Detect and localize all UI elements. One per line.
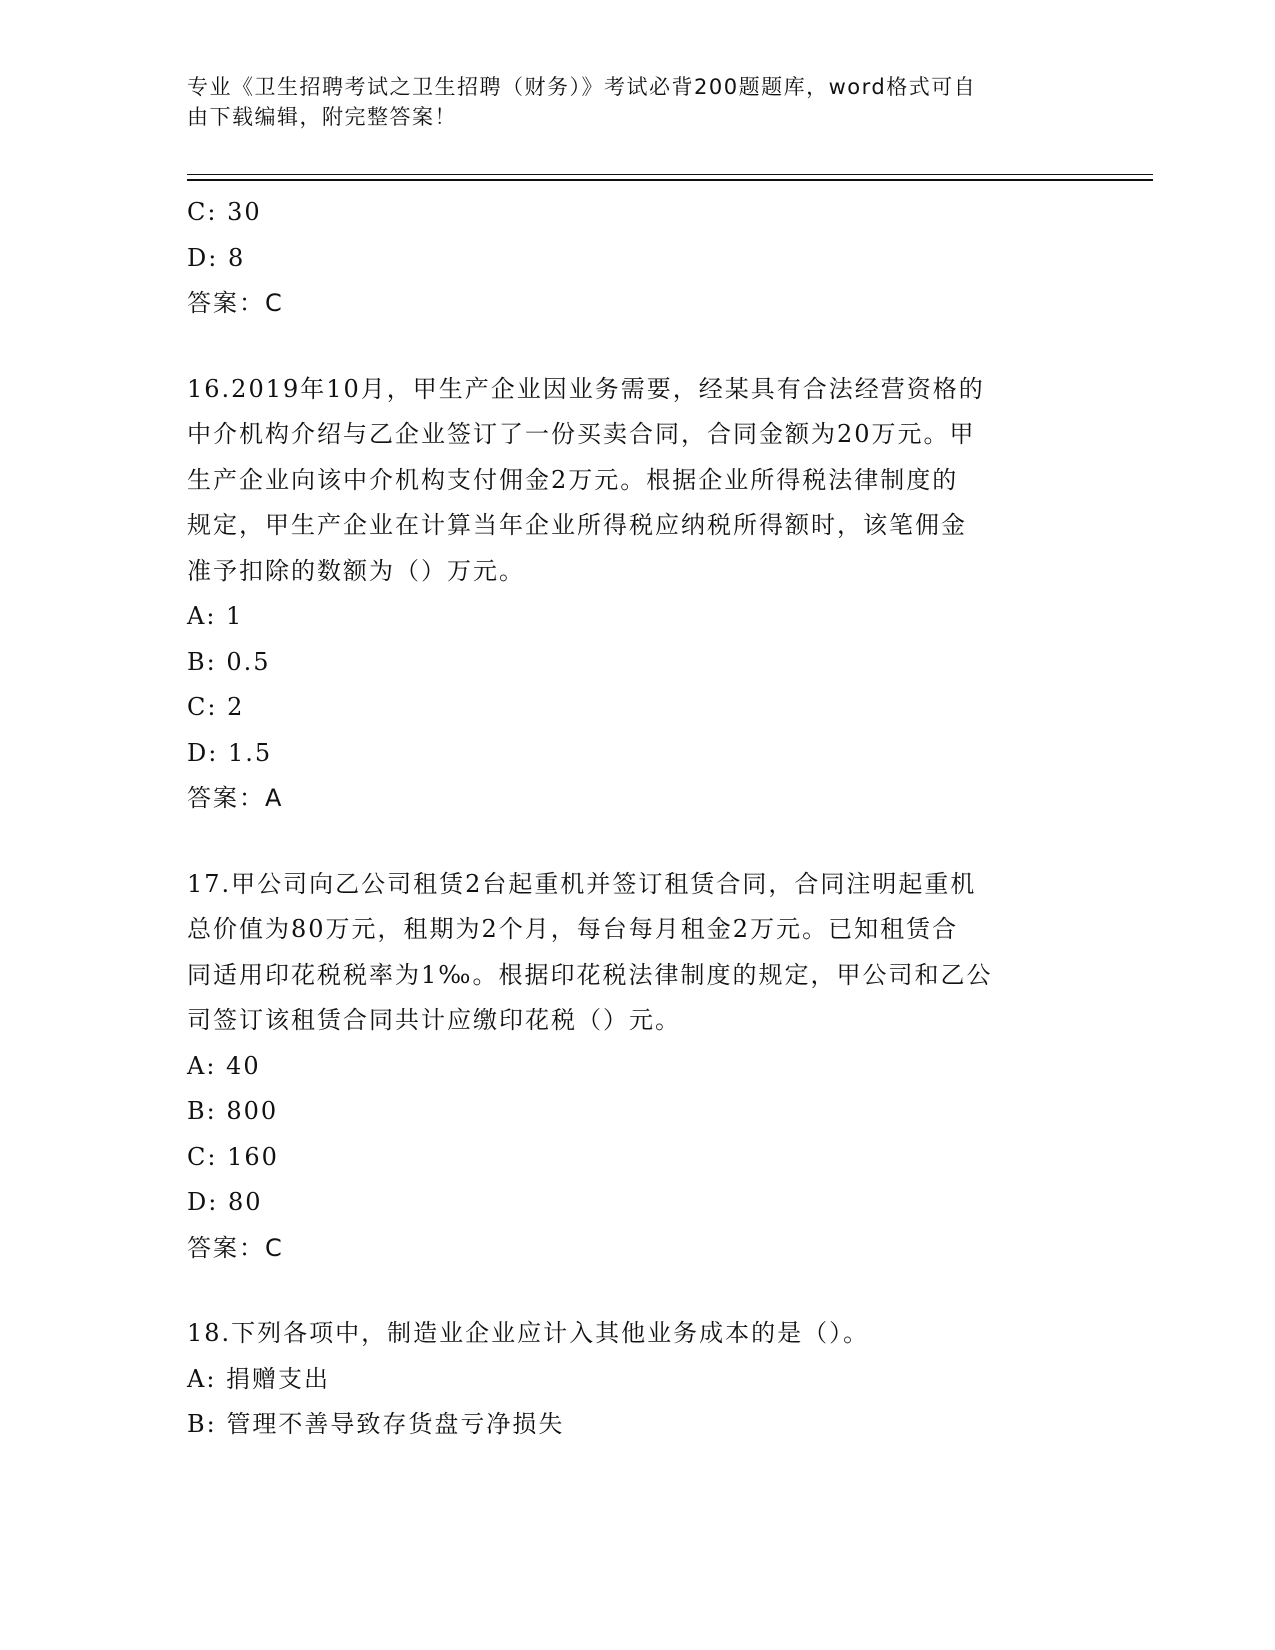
spacer [187, 822, 1087, 862]
option-c: C: 30 [187, 198, 262, 226]
question-text-line: 18.下列各项中，制造业企业应计入其他业务成本的是（）。 [187, 1319, 870, 1347]
option-d: D: 8 [187, 243, 246, 272]
header-line-1: 专业《卫生招聘考试之卫生招聘（财务）》考试必背200题题库，word格式可自 [187, 75, 977, 99]
option-b: B: 800 [187, 1097, 279, 1125]
answer-line: 答案：A [187, 784, 284, 812]
question-text-line: 同适用印花税税率为1‰。根据印花税法律制度的规定，甲公司和乙公 [187, 960, 993, 989]
option-d: D: 1.5 [187, 738, 273, 767]
option-a: A: 捐赠支出 [187, 1364, 331, 1393]
option-b: B: 管理不善导致存货盘亏净损失 [187, 1410, 565, 1438]
question-16-text [187, 367, 1087, 595]
header-rule-thick [187, 179, 1153, 181]
page-header [187, 72, 1067, 132]
option-a: A: 40 [187, 1051, 261, 1080]
question-content [187, 190, 1087, 1448]
question-16 [187, 367, 1087, 822]
question-18 [187, 1311, 1087, 1448]
question-17 [187, 862, 1087, 1272]
option-c: C: 2 [187, 693, 245, 721]
question-text-line: 准予扣除的数额为（）万元。 [187, 556, 525, 585]
spacer [187, 1271, 1087, 1311]
option-a: A: 1 [187, 602, 244, 630]
question-text-line: 总价值为80万元，租期为2个月，每台每月租金2万元。已知租赁合 [187, 915, 959, 943]
header-rule-thin [187, 174, 1153, 175]
prev-question-block [187, 190, 1087, 327]
question-text-line: 16.2019年10月，甲生产企业因业务需要，经某具有合法经营资格的 [187, 374, 985, 403]
option-d: D: 80 [187, 1188, 263, 1216]
spacer [187, 327, 1087, 367]
question-text-line: 17.甲公司向乙公司租赁2台起重机并签订租赁合同，合同注明起重机 [187, 869, 977, 898]
option-b: B: 0.5 [187, 647, 271, 676]
question-text-line: 司签订该租赁合同共计应缴印花税（）元。 [187, 1006, 681, 1034]
question-text-line: 生产企业向该中介机构支付佣金2万元。根据企业所得税法律制度的 [187, 465, 959, 494]
answer-line: 答案：C [187, 1233, 284, 1262]
answer-line: 答案：C [187, 289, 284, 317]
question-text-line: 中介机构介绍与乙企业签订了一份买卖合同，合同金额为20万元。甲 [187, 420, 976, 448]
option-c: C: 160 [187, 1142, 279, 1171]
question-text-line: 规定，甲生产企业在计算当年企业所得税应纳税所得额时，该笔佣金 [187, 511, 967, 539]
question-18-text [187, 1311, 1087, 1357]
question-17-text [187, 862, 1087, 1044]
header-line-2: 由下载编辑，附完整答案！ [187, 105, 457, 129]
